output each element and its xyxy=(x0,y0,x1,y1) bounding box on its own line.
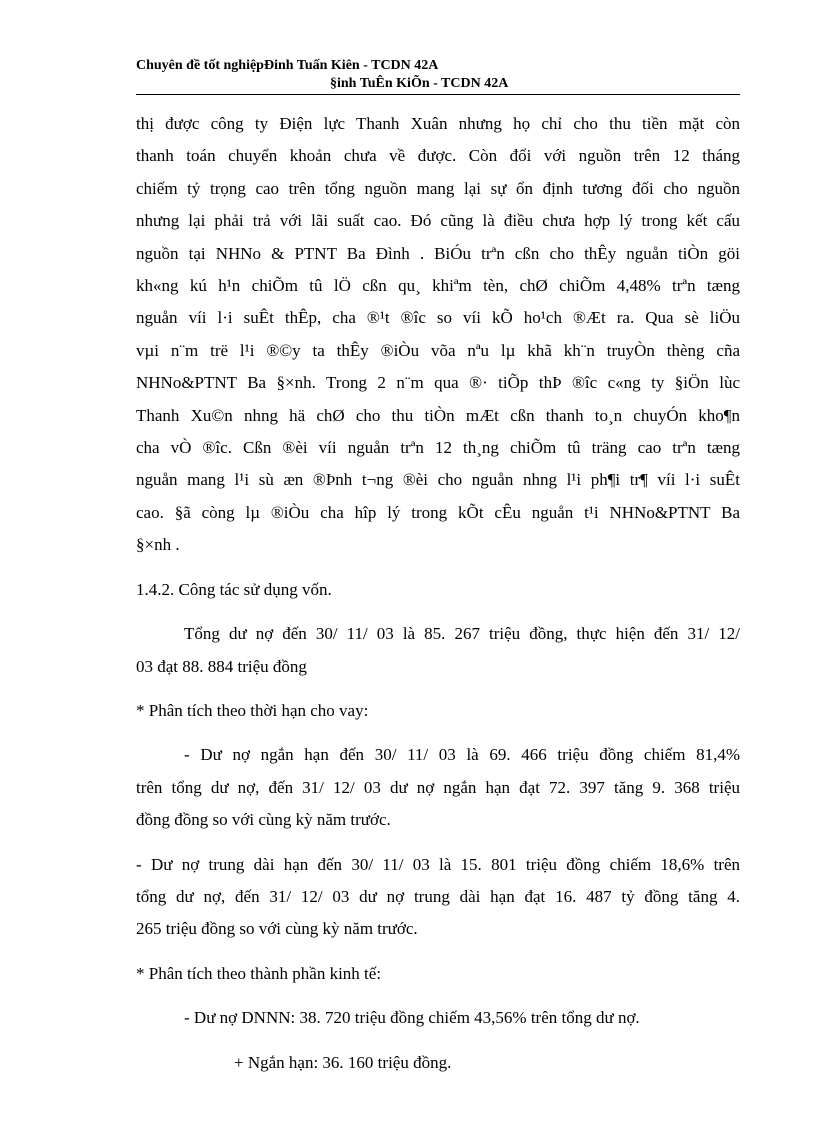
header-divider xyxy=(136,94,740,95)
text-line: cha vÒ ®îc. Cßn ®èi víi nguån trªn 12 th¸ng chiÕm tû träng cao trªn tæng xyxy=(136,438,740,458)
text-line: vµi n¨m trë l¹i ®©y ta thÊy ®iÒu võa nªu lµ khã kh¨n truyÒn thèng cña xyxy=(136,340,740,360)
paragraph-capital-structure xyxy=(136,108,740,562)
bullet-short-term: + Ngắn hạn: 36. 160 triệu đồng. xyxy=(234,1052,452,1072)
text-line: tổng dư nợ, đến 31/ 12/ 03 dư nợ trung dài hạn đạt 16. 487 tỷ đồng tăng 4. xyxy=(136,886,740,906)
text-line: thanh toán chuyển khoản chưa về được. Còn đối với nguồn trên 12 tháng xyxy=(136,146,740,166)
text-line: cao. §ã còng lµ ®iÒu cha hîp lý trong kÕt cÊu nguån t¹i NHNo&PTNT Ba xyxy=(136,502,740,522)
text-line: - Dư nợ ngắn hạn đến 30/ 11/ 03 là 69. 466 triệu đồng chiếm 81,4% xyxy=(184,745,740,765)
paragraph-short-term-debt xyxy=(136,739,740,836)
text-line: nguån víi l·i suÊt thÊp, cha ®¹t ®îc so víi kÕ ho¹ch ®Æt ra. Qua sè liÖu xyxy=(136,308,740,328)
document-body xyxy=(136,108,740,1079)
text-line: NHNo&PTNT Ba §×nh. Trong 2 n¨m qua ®· tiÕp thÞ ®îc c«ng ty §iÖn lùc xyxy=(136,373,740,393)
text-line: Tổng dư nợ đến 30/ 11/ 03 là 85. 267 triệu đồng, thực hiện đến 31/ 12/ xyxy=(184,624,740,644)
text-line: 265 triệu đồng so với cùng kỳ năm trước. xyxy=(136,919,418,939)
page-header xyxy=(136,57,740,93)
text-line: Thanh Xu©n nhng hä chØ cho thu tiÒn mÆt cßn thanh to¸n chuyÓn kho¶n xyxy=(136,405,740,425)
heading-loan-term: * Phân tích theo thời hạn cho vay: xyxy=(136,700,369,720)
text-line: đồng đồng so với cùng kỳ năm trước. xyxy=(136,810,391,830)
heading-economic-sector: * Phân tích theo thành phần kinh tế: xyxy=(136,963,382,983)
bullet-dnnn-debt: - Dư nợ DNNN: 38. 720 triệu đồng chiếm 43,56% trên tổng dư nợ. xyxy=(184,1008,640,1028)
text-line: kh«ng kú h¹n chiÕm tû lÖ cßn qu¸ khiªm tèn, chØ chiÕm 4,48% trªn tæng xyxy=(136,276,740,296)
header-title-garbled: §inh TuÊn KiÕn - TCDN 42A xyxy=(330,76,509,91)
text-line: nhưng lại phải trả với lãi suất cao. Đó cũng là điều chưa hợp lý trong kết cấu xyxy=(136,211,740,231)
text-line: nguån mang l¹i sù æn ®Þnh t¬ng ®èi cho nguån nhng l¹i ph¶i tr¶ víi l·i suÊt xyxy=(136,470,740,490)
header-title: Chuyên đề tốt nghiệpĐinh Tuấn Kiên - TCDN 42A xyxy=(136,58,439,73)
paragraph-long-term-debt xyxy=(136,849,740,946)
paragraph-total-debt xyxy=(136,618,740,683)
text-line: chiếm tỷ trọng cao trên tổng nguồn mang lại sự ổn định tương đối cho nguồn xyxy=(136,178,740,198)
text-line: thị được công ty Điện lực Thanh Xuân nhưng họ chỉ cho thu tiền mặt còn xyxy=(136,114,740,133)
text-line: §×nh . xyxy=(136,535,180,555)
text-line: trên tổng dư nợ, đến 31/ 12/ 03 dư nợ ngắn hạn đạt 72. 397 tăng 9. 368 triệu xyxy=(136,777,740,797)
text-line: - Dư nợ trung dài hạn đến 30/ 11/ 03 là 15. 801 triệu đồng chiếm 18,6% trên xyxy=(136,854,740,874)
text-line: nguồn tại NHNo & PTNT Ba Đình . BiÓu trªn cßn cho thÊy nguån tiÒn göi xyxy=(136,243,740,263)
section-heading: 1.4.2. Công tác sử dụng vốn. xyxy=(136,579,332,599)
text-line: 03 đạt 88. 884 triệu đồng xyxy=(136,656,307,676)
